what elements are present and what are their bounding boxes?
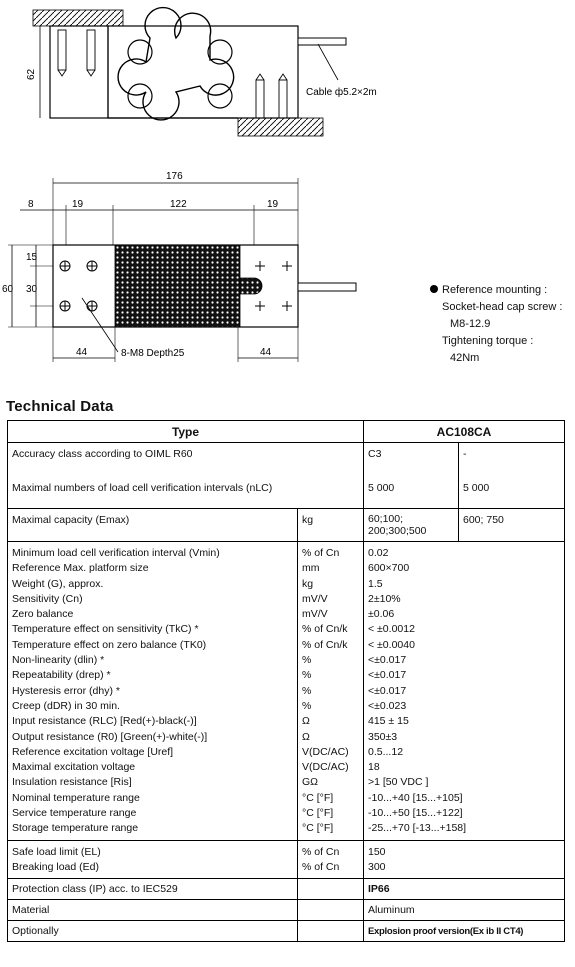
optional-row [8,921,565,942]
property-unit: GΩ [302,776,319,789]
capacity-unit [298,509,364,542]
property-label: Input resistance (RLC) [Red(+)-black(-)] [12,715,197,728]
capacity-value-a1: 60;100; [368,513,404,525]
dim-60-label: 60 [2,284,14,295]
dim-15-label: 15 [26,252,38,263]
property-value: 1.5 [368,577,383,590]
property-value: <±0.017 [368,684,407,697]
load-limit-unit: % of Cn [302,860,340,873]
property-value: < ±0.0012 [368,623,415,636]
property-value: <±0.017 [368,669,407,682]
property-value: < ±0.0040 [368,638,415,651]
property-value: <±0.017 [368,654,407,667]
material-unit [298,900,364,921]
accuracy-value-a [364,443,459,509]
dim-122-label: 122 [170,199,187,210]
protection-label: Protection class (IP) acc. to IEC529 [8,879,298,900]
spec-table [7,420,565,942]
capacity-label [8,509,298,542]
load-limit-value: 150 [368,845,386,858]
property-value: -10...+40 [15...+105] [368,791,463,804]
properties-row [8,542,565,841]
protection-row [8,879,565,900]
load-limit-value: 300 [368,860,386,873]
property-label: Maximal excitation voltage [12,761,136,774]
load-limit-units [298,840,364,879]
nlc-label: Maximal numbers of load cell verification intervals (nLC) [12,482,273,495]
property-label: Storage temperature range [12,822,139,835]
dim-19-left-label: 19 [72,199,84,210]
material-row [8,900,565,921]
property-unit: mm [302,562,320,575]
property-unit: % of Cn/k [302,623,348,636]
accuracy-row [8,443,565,509]
load-limit-label: Breaking load (Ed) [12,860,99,873]
property-label: Hysteresis error (dhy) * [12,684,120,697]
mounting-note [430,283,562,365]
property-label: Reference excitation voltage [Uref] [12,745,174,758]
dim-19-right-label: 19 [267,199,279,210]
mounting-ref-text: Reference mounting : [442,284,548,296]
optional-unit [298,921,364,942]
property-unit: °C [°F] [302,791,334,804]
property-value: 600×700 [368,562,410,575]
property-label: Service temperature range [12,807,137,820]
property-value: -10...+50 [15...+122] [368,807,463,820]
property-label: Creep (dDR) in 30 min. [12,699,120,712]
capacity-value-a2: 200;300;500 [368,525,427,537]
property-value: -25...+70 [-13...+158] [368,822,467,835]
property-unit: % [302,669,312,682]
side-view [26,8,377,136]
property-value: >1 [50 VDC ] [368,776,429,789]
nlc-value-a: 5 000 [368,482,395,495]
property-unit: % [302,699,312,712]
property-unit: mV/V [302,592,328,605]
property-label: Zero balance [12,608,74,621]
mounting-note-line1 [430,283,562,297]
property-label: Repeatability (drep) * [12,669,111,682]
property-label: Non-linearity (dlin) * [12,654,105,667]
header-type: Type [8,421,364,443]
mounting-note-line2: Socket-head cap screw : [442,301,563,313]
accuracy-label-cell [8,443,364,509]
property-label: Minimum load cell verification interval (Vmin) [12,547,220,559]
property-unit: % [302,654,312,667]
property-value: 350±3 [368,730,398,743]
property-values [364,542,565,841]
property-labels [8,542,298,841]
load-limit-values [364,840,565,879]
property-unit: % of Cn [302,547,340,559]
protection-unit [298,879,364,900]
material-label: Material [8,900,298,921]
section-title: Technical Data [6,398,114,415]
table-header-row [8,421,565,443]
property-unit: °C [°F] [302,822,334,835]
load-limit-label: Safe load limit (EL) [12,845,101,858]
load-limit-unit: % of Cn [302,845,340,858]
property-unit: % of Cn/k [302,638,348,651]
dim-176-label: 176 [166,171,183,182]
dim-44-right-label: 44 [260,347,272,358]
property-units [298,542,364,841]
top-view [2,171,356,362]
property-value: 2±10% [368,592,401,605]
mounting-note-line5: 42Nm [450,352,480,364]
mounting-note-line3: M8-12.9 [450,318,491,330]
property-unit: % [302,684,312,697]
bullet-icon [430,285,438,293]
property-unit: mV/V [302,608,328,621]
dim-30-label: 30 [26,284,38,295]
dim-44-left-label: 44 [76,347,88,358]
property-label: Insulation resistance [Ris] [12,776,132,789]
capacity-unit-text: kg [302,514,314,526]
property-value: 0.5...12 [368,745,404,758]
property-value: 0.02 [368,547,389,559]
property-unit: kg [302,577,314,590]
property-value: 415 ± 15 [368,715,409,728]
capacity-value-a [364,509,459,542]
load-limit-labels [8,840,298,879]
optional-value: Explosion proof version(Ex ib II CT4) [364,921,565,942]
accuracy-class-value: C3 [368,448,382,460]
protection-value: IP66 [364,879,565,900]
property-label: Weight (G), approx. [12,577,104,590]
mounting-note-line4: Tightening torque : [442,335,534,347]
property-value: ±0.06 [368,608,395,621]
property-unit: V(DC/AC) [302,745,349,758]
dim-62-label: 62 [26,68,37,80]
capacity-row [8,509,565,542]
header-model: AC108CA [364,421,565,443]
property-label: Reference Max. platform size [12,562,149,575]
property-label: Temperature effect on zero balance (TK0) [12,638,207,651]
property-value: 18 [368,761,380,774]
property-label: Temperature effect on sensitivity (TkC) * [12,623,199,636]
optional-label: Optionally [8,921,298,942]
property-value: <±0.023 [368,699,407,712]
property-unit: Ω [302,715,310,728]
strain-gauge-area [115,245,240,327]
thread-label: 8-M8 Depth25 [121,348,185,359]
property-unit: Ω [302,730,310,743]
dim-8-label: 8 [28,199,34,210]
accuracy-label: Accuracy class according to OIML R60 [12,448,193,460]
nlc-value-b: 5 000 [463,482,490,495]
cable-label: Cable ф5.2×2m [306,87,377,98]
capacity-value-b [459,509,565,542]
capacity-value-b-text: 600; 750 [463,514,504,526]
property-label: Nominal temperature range [12,791,140,804]
property-label: Sensitivity (Cn) [12,592,83,605]
property-unit: °C [°F] [302,807,334,820]
load-limits-row [8,840,565,879]
capacity-label-text: Maximal capacity (Emax) [12,514,130,526]
material-value: Aluminum [364,900,565,921]
property-label: Output resistance (R0) [Green(+)-white(-)] [12,730,208,743]
accuracy-value-b [459,443,565,509]
property-unit: V(DC/AC) [302,761,349,774]
accuracy-dash: - [463,448,467,460]
